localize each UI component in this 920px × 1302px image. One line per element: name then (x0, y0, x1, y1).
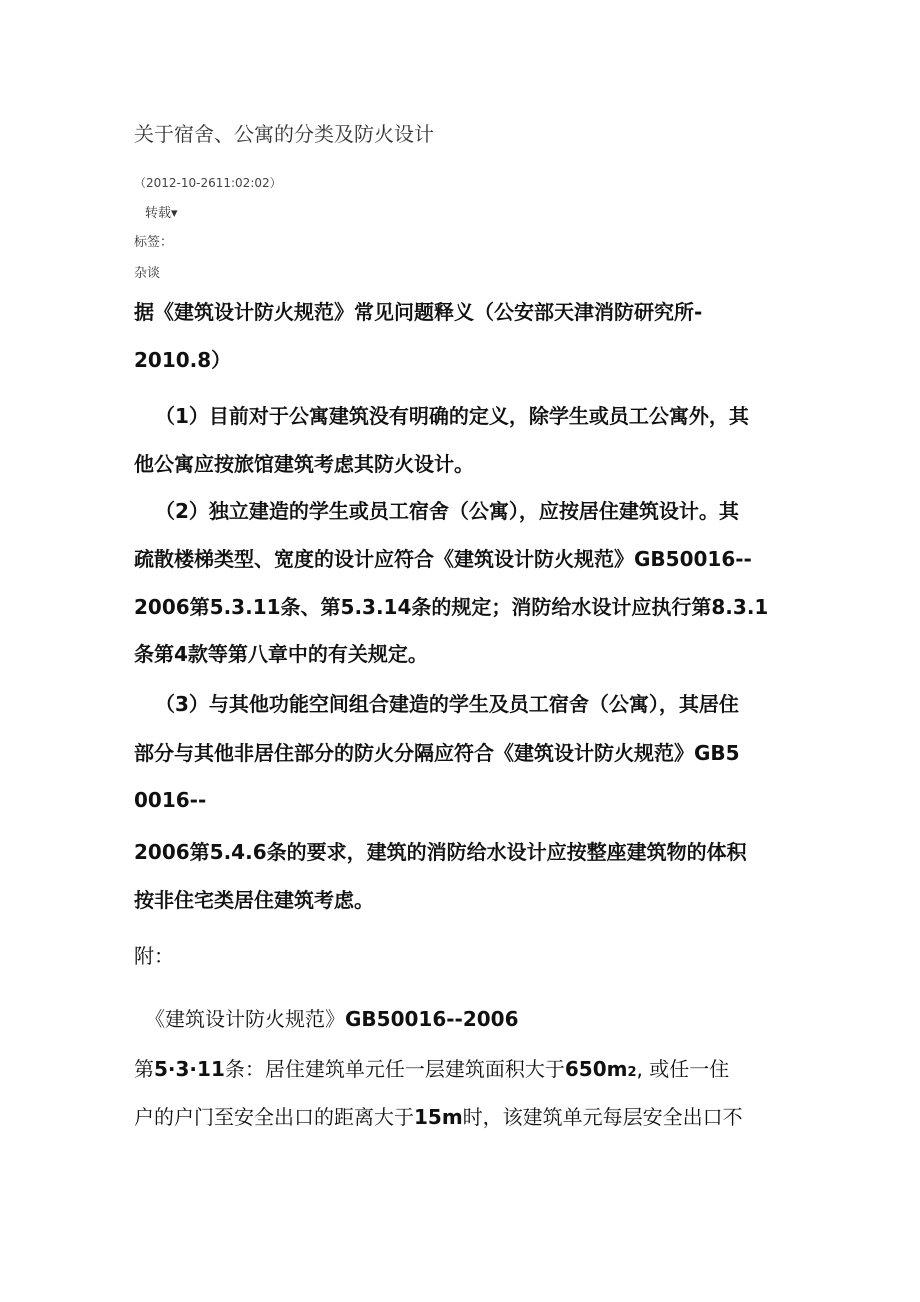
clause-text-end: , 或任一住 (636, 1057, 730, 1081)
tag-link[interactable]: 杂谈 (134, 266, 161, 281)
clause-prefix: 第 (134, 1057, 154, 1081)
paragraph-2-line-3-text: 第5.3.11条、第5.3.14条的规定；消防给水设计应执行第8.3.1 (189, 595, 769, 619)
clause-text: 条：居住建筑单元任一层建筑面积大于 (224, 1057, 565, 1081)
appendix-label: 附： (134, 944, 174, 968)
area-value: 650m (564, 1057, 628, 1081)
post-date: （2012-10-2611:02:02） (134, 176, 282, 190)
spec-title-name: 《建筑设计防火规范》 (145, 1007, 345, 1031)
standard-code: GB50016-- (634, 547, 752, 571)
intro-line-2: 2010.8） (134, 348, 232, 372)
paragraph-3-line-4 (134, 836, 747, 865)
standard-year: 2006 (134, 840, 190, 864)
distance-value: 15m (414, 1105, 463, 1129)
paragraph-3-line-4-text: 第5.4.6条的要求，建筑的消防给水设计应按整座建筑物的体积 (189, 840, 747, 864)
repost-dropdown[interactable]: 转载▾ (145, 206, 178, 221)
standard-code-part: GB5 (694, 741, 740, 765)
paragraph-3-line-2-text: 部分与其他非居住部分的防火分隔应符合《建筑设计防火规范》 (134, 741, 694, 765)
paragraph-2-line-2-text: 疏散楼梯类型、宽度的设计应符合《建筑设计防火规范》 (134, 547, 634, 571)
paragraph-2-line-3 (134, 591, 768, 620)
clause-line-1 (134, 1053, 729, 1082)
clause-line-2 (134, 1101, 743, 1130)
paragraph-3-line-1: （3）与其他功能空间组合建造的学生及员工宿舍（公寓），其居住 (155, 692, 739, 716)
paragraph-2-line-2 (134, 543, 752, 572)
spec-title-code: GB50016--2006 (345, 1007, 519, 1031)
paragraph-3-line-5: 按非住宅类居住建筑考虑。 (134, 888, 374, 912)
clause-line-2-end: 时，该建筑单元每层安全出口不 (462, 1105, 743, 1129)
paragraph-2-line-1: （2）独立建造的学生或员工宿舍（公寓），应按居住建筑设计。其 (155, 499, 739, 523)
paragraph-1-line-2: 他公寓应按旅馆建筑考虑其防火设计。 (134, 452, 474, 476)
paragraph-3-line-2 (134, 737, 740, 766)
clause-number: 5·3·11 (154, 1057, 225, 1081)
spec-title (145, 1003, 519, 1032)
paragraph-2-line-4: 条第4款等第八章中的有关规定。 (134, 642, 428, 666)
standard-year: 2006 (134, 595, 190, 619)
clause-line-2-text: 户的户门至安全出口的距离大于 (134, 1105, 414, 1129)
area-unit-exponent: 2 (627, 1065, 637, 1080)
intro-line-1: 据《建筑设计防火规范》常见问题释义（公安部天津消防研究所- (134, 300, 703, 324)
tag-label: 标签： (134, 235, 174, 250)
page-title: 关于宿舍、公寓的分类及防火设计 (134, 122, 434, 146)
paragraph-3-line-3: 0016-- (134, 788, 207, 812)
paragraph-1-line-1: （1）目前对于公寓建筑没有明确的定义，除学生或员工公寓外，其 (155, 404, 749, 428)
